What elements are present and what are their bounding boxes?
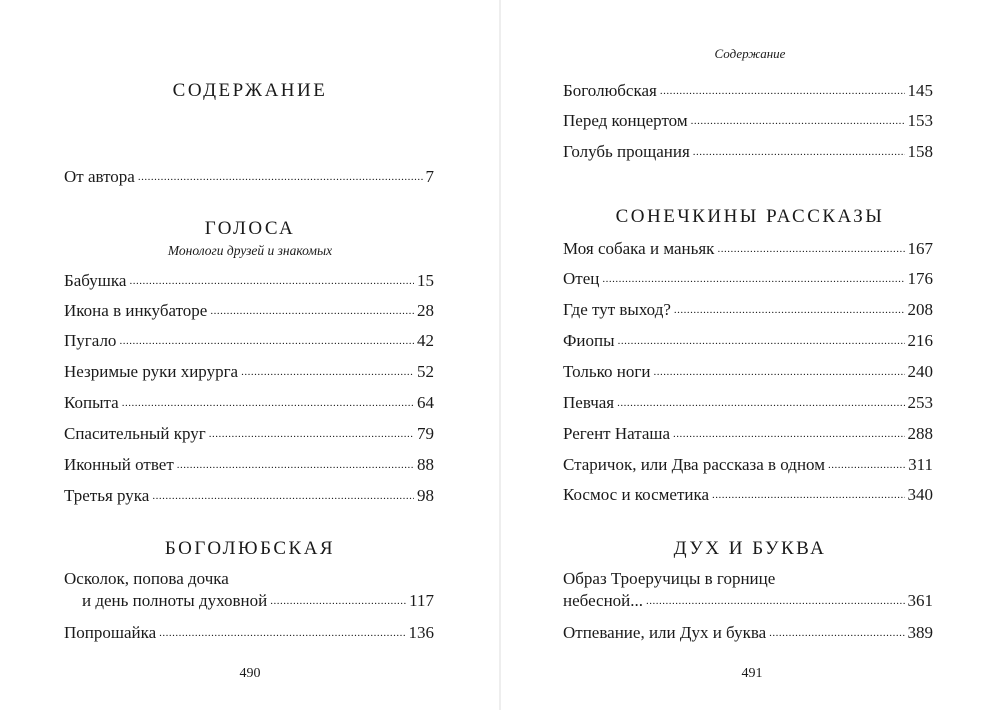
toc-entry	[563, 392, 933, 416]
toc-entry-title: Боголюбская	[563, 81, 657, 100]
running-head: Содержание	[714, 46, 786, 61]
toc-entry-page: 176	[907, 269, 933, 288]
toc-entry-title: Третья рука	[64, 486, 150, 505]
toc-entry-page: 253	[907, 393, 933, 412]
leader-dots	[210, 300, 414, 322]
toc-entry	[64, 392, 434, 416]
leader-dots	[769, 622, 904, 644]
toc-entry-title: Незримые руки хирурга	[64, 362, 239, 381]
toc-entry-title: Иконный ответ	[64, 455, 174, 474]
leader-dots	[717, 238, 904, 260]
section-title: ГОЛОСА	[204, 218, 296, 239]
leader-dots	[712, 484, 904, 506]
toc-entry-page: 340	[907, 485, 933, 504]
toc-entry-page: 52	[417, 362, 434, 381]
toc-entry	[64, 361, 434, 385]
toc-entry	[64, 423, 434, 447]
toc-entry-page: 64	[417, 393, 434, 412]
toc-entry-title: Певчая	[563, 393, 615, 412]
leader-dots	[119, 330, 414, 352]
leader-dots	[673, 423, 904, 445]
leader-dots	[691, 110, 905, 132]
leader-dots	[159, 622, 405, 644]
toc-entry-title: Бабушка	[64, 271, 127, 290]
toc-entry	[563, 423, 933, 447]
toc-entry	[563, 454, 933, 478]
toc-entry-page: 15	[417, 271, 434, 290]
leader-dots	[138, 166, 423, 188]
section-title: СОНЕЧКИНЫ РАССКАЗЫ	[615, 206, 885, 227]
toc-entry-page: 88	[417, 455, 434, 474]
toc-entry-page: 79	[417, 424, 434, 443]
toc-entry-page: 288	[907, 424, 933, 443]
toc-entry-title: Регент Наташа	[563, 424, 671, 443]
toc-entry	[563, 622, 933, 646]
toc-entry-title: Перед концертом	[563, 111, 688, 130]
toc-entry-page: 361	[907, 591, 933, 610]
toc-entry-page: 389	[907, 623, 933, 642]
toc-entry-page: 7	[425, 167, 434, 186]
toc-entry-page: 42	[417, 331, 434, 350]
section-title: ДУХ И БУКВА	[673, 538, 827, 559]
toc-entry	[64, 270, 434, 294]
page-title: СОДЕРЖАНИЕ	[172, 80, 328, 101]
leader-dots	[122, 392, 414, 414]
toc-entry-page: 117	[409, 591, 434, 610]
leader-dots	[270, 590, 406, 612]
toc-entry-page: 158	[907, 142, 933, 161]
toc-entry-title: Моя собака и маньяк	[563, 239, 715, 258]
toc-entry	[64, 166, 434, 190]
section-title: БОГОЛЮБСКАЯ	[164, 538, 336, 559]
leader-dots	[660, 80, 905, 102]
toc-entry	[563, 568, 933, 614]
right-page	[500, 0, 1000, 710]
toc-entry	[64, 330, 434, 354]
toc-entry	[563, 484, 933, 508]
toc-entry-page: 240	[907, 362, 933, 381]
toc-entry-page: 208	[907, 300, 933, 319]
leader-dots	[617, 392, 904, 414]
toc-entry-page: 98	[417, 486, 434, 505]
page-number: 490	[239, 666, 261, 681]
toc-entry-title: От автора	[64, 167, 135, 186]
leader-dots	[152, 485, 414, 507]
toc-entry-page: 153	[907, 111, 933, 130]
toc-entry-title: Фиопы	[563, 331, 615, 350]
toc-entry	[563, 299, 933, 323]
toc-entry-title: Только ноги	[563, 362, 651, 381]
leader-dots	[209, 423, 414, 445]
leader-dots	[828, 454, 905, 476]
toc-entry-title: Где тут выход?	[563, 300, 671, 319]
toc-entry	[64, 300, 434, 324]
leader-dots	[241, 361, 414, 383]
page-number: 491	[741, 666, 763, 681]
toc-entry-title: Отец	[563, 269, 600, 288]
toc-entry-title: Копыта	[64, 393, 119, 412]
leader-dots	[177, 454, 414, 476]
toc-entry	[64, 568, 434, 614]
toc-entry-title-line1: Образ Троеручицы в горнице	[563, 569, 776, 588]
toc-entry	[563, 80, 933, 104]
toc-entry-title-line1: Осколок, попова дочка	[64, 569, 229, 588]
toc-entry	[64, 485, 434, 509]
toc-entry-title: Пугало	[64, 331, 117, 350]
section-subtitle: Монологи друзей и знакомых	[167, 243, 333, 258]
toc-entry-title: Голубь прощания	[563, 142, 690, 161]
leader-dots	[674, 299, 905, 321]
toc-entry-title: Икона в инкубаторе	[64, 301, 208, 320]
toc-entry	[64, 622, 434, 646]
toc-entry	[563, 361, 933, 385]
toc-entry	[563, 330, 933, 354]
toc-entry-title-line2: и день полноты духовной	[82, 591, 268, 610]
leader-dots	[618, 330, 905, 352]
toc-entry-page: 136	[408, 623, 434, 642]
toc-entry-title: Космос и косметика	[563, 485, 710, 504]
leader-dots	[602, 268, 904, 290]
toc-entry-page: 145	[907, 81, 933, 100]
toc-entry-page: 311	[908, 455, 933, 474]
toc-entry-title: Старичок, или Два рассказа в одном	[563, 455, 825, 474]
toc-entry-page: 216	[907, 331, 933, 350]
toc-entry-page: 28	[417, 301, 434, 320]
toc-entry-page: 167	[907, 239, 933, 258]
leader-dots	[129, 270, 414, 292]
toc-entry-title: Попрошайка	[64, 623, 157, 642]
toc-entry	[563, 110, 933, 134]
toc-entry-title: Спасительный круг	[64, 424, 206, 443]
toc-entry	[563, 141, 933, 165]
toc-entry-title: Отпевание, или Дух и буква	[563, 623, 767, 642]
toc-entry	[563, 268, 933, 292]
leader-dots	[646, 590, 904, 612]
leader-dots	[693, 141, 905, 163]
toc-entry	[563, 238, 933, 262]
toc-entry	[64, 454, 434, 478]
toc-entry-title-line2: небесной...	[563, 591, 644, 610]
leader-dots	[653, 361, 904, 383]
